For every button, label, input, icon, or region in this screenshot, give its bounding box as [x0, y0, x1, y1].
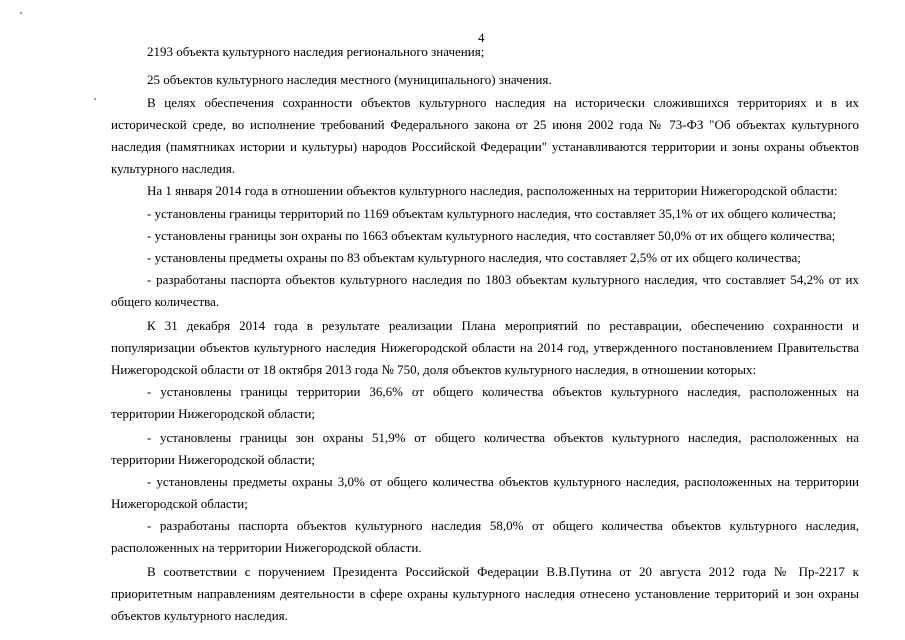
text-line: - установлены границы зон охраны 51,9% от общего количества объектов культурного наследия, расположенных на	[147, 430, 859, 445]
page-number: 4	[478, 30, 485, 45]
text-line: 2193 объекта культурного наследия регионального значения;	[147, 44, 485, 59]
text-line: - установлены границы территорий по 1169 объектам культурного наследия, что составляет 35,1% от их общего количества;	[147, 206, 837, 221]
scan-artifact-dot	[94, 98, 96, 100]
text-line: территории Нижегородской области;	[111, 406, 315, 421]
text-line: общего количества.	[111, 294, 220, 309]
text-line: - разработаны паспорта объектов культурного наследия по 1803 объектам культурного наследия, что составляет 54,2% от их	[147, 272, 859, 287]
text-line: исторической среде, во исполнение требований Федерального закона от 25 июня 2002 года № 73-ФЗ "Об объектах культурного	[111, 117, 859, 132]
text-line: объектов культурного наследия.	[111, 608, 288, 623]
text-line: - разработаны паспорта объектов культурного наследия 58,0% от общего количества объектов культурного наследия,	[147, 518, 859, 533]
text-line: территории Нижегородской области;	[111, 452, 315, 467]
text-line: - установлены предметы охраны 3,0% от общего количества объектов культурного наследия, расположенных на территории	[147, 474, 859, 489]
text-line: 25 объектов культурного наследия местного (муниципального) значения.	[147, 72, 552, 87]
text-line: Нижегородской области;	[111, 496, 248, 511]
text-line: К 31 декабря 2014 года в результате реализации Плана мероприятий по реставрации, обеспечению сохранности и	[147, 318, 859, 333]
text-line: приоритетным направлениям деятельности в сфере охраны культурного наследия отнесено установление территорий и зон охраны	[111, 586, 859, 601]
text-line: В целях обеспечения сохранности объектов культурного наследия на исторически сложившихся территориях и в их	[147, 95, 859, 110]
text-line: В соответствии с поручением Президента Российской Федерации В.В.Путина от 20 августа 2012 года № Пр-2217 к	[147, 564, 859, 579]
text-line: На 1 января 2014 года в отношении объектов культурного наследия, расположенных на территории Нижегородской области:	[147, 183, 838, 198]
text-line: Нижегородской области от 18 октября 2013 года № 750, доля объектов культурного наследия, в отношении которых:	[111, 362, 757, 377]
text-line: - установлены границы зон охраны по 1663 объектам культурного наследия, что составляет 50,0% от их общего количества;	[147, 228, 836, 243]
text-line: - установлены предметы охраны по 83 объектам культурного наследия, что составляет 2,5% от их общего количества;	[147, 250, 801, 265]
text-line: - установлены границы территории 36,6% от общего количества объектов культурного наследия, расположенных на	[147, 384, 859, 399]
text-line: популяризации объектов культурного наследия Нижегородской области на 2014 год, утвержденного постановлением Правительства	[111, 340, 859, 355]
text-line: расположенных на территории Нижегородской области.	[111, 540, 422, 555]
scan-artifact-dot	[20, 12, 22, 14]
text-line: культурного наследия.	[111, 161, 236, 176]
text-line: наследия (памятниках истории и культуры) народов Российской Федерации" устанавливаются территории и зоны охраны объектов	[111, 139, 859, 154]
